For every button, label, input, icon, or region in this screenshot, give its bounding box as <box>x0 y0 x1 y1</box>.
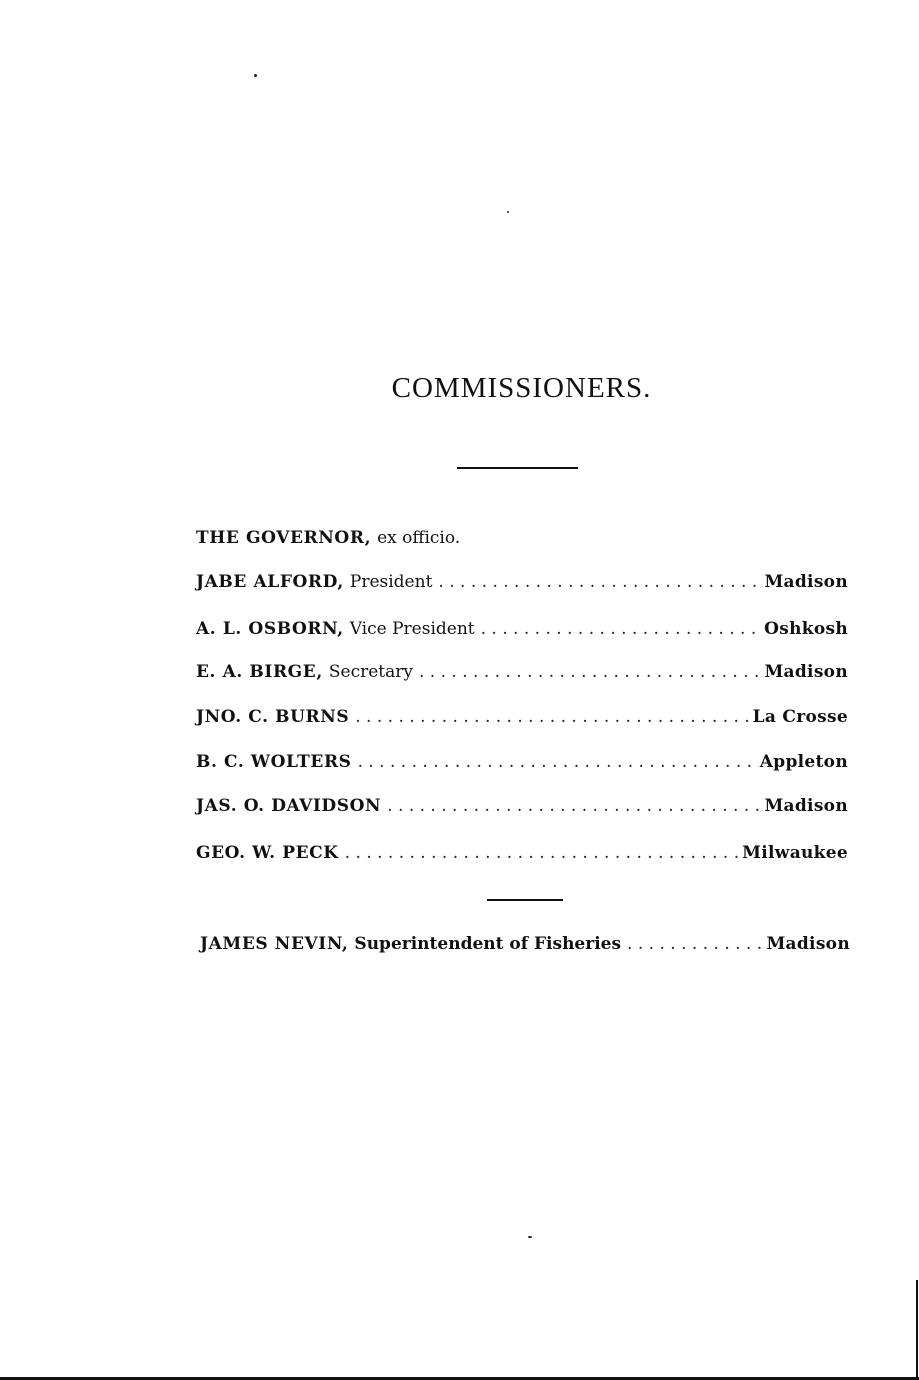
print-speck <box>254 74 257 77</box>
entry-place: Madison <box>764 662 848 682</box>
entry-name: JAS. O. DAVIDSON <box>196 796 382 816</box>
entry-role: ex officio. <box>377 528 461 548</box>
entry-place: Appleton <box>759 752 848 772</box>
entry-name: JABE ALFORD, <box>196 572 344 592</box>
divider-rule <box>487 899 563 901</box>
commissioner-entry <box>196 572 848 592</box>
commissioner-entry <box>196 707 848 727</box>
entry-name: A. L. OSBORN, <box>196 619 344 639</box>
print-speck <box>507 211 509 213</box>
entry-name: JAMES NEVIN, <box>200 934 349 954</box>
entry-place: La Crosse <box>752 707 848 727</box>
commissioner-entry <box>196 796 848 816</box>
scan-edge-right <box>916 1280 918 1380</box>
entry-name: E. A. BIRGE, <box>196 662 323 682</box>
entry-role: President <box>349 572 433 592</box>
commissioner-entry <box>196 843 848 863</box>
entry-place: Oshkosh <box>764 619 848 639</box>
print-speck <box>528 1236 532 1238</box>
entry-place: Madison <box>764 796 848 816</box>
commissioner-entry <box>196 752 848 772</box>
dot-leader <box>355 707 750 727</box>
dot-leader <box>481 619 762 639</box>
entry-name: GEO. W. PECK <box>196 843 339 863</box>
dot-leader <box>358 752 758 772</box>
superintendent-entry <box>200 934 850 954</box>
page-title: COMMISSIONERS. <box>391 372 652 404</box>
entry-name: JNO. C. BURNS <box>196 707 350 727</box>
dot-leader <box>438 572 762 592</box>
entry-role: Vice President <box>349 619 475 639</box>
entry-place: Madison <box>766 934 850 954</box>
dot-leader <box>419 662 762 682</box>
dot-leader <box>627 934 764 954</box>
divider-rule <box>457 467 578 469</box>
entry-name: B. C. WOLTERS <box>196 752 352 772</box>
ex-officio-entry <box>196 528 848 548</box>
entry-role: Superintendent of Fisheries <box>354 934 622 954</box>
entry-place: Milwaukee <box>742 843 848 863</box>
dot-leader <box>387 796 762 816</box>
dot-leader <box>345 843 740 863</box>
entry-name: THE GOVERNOR, <box>196 528 372 548</box>
commissioner-entry <box>196 619 848 639</box>
commissioner-entry <box>196 662 848 682</box>
entry-role: Secretary <box>328 662 413 682</box>
entry-place: Madison <box>764 572 848 592</box>
